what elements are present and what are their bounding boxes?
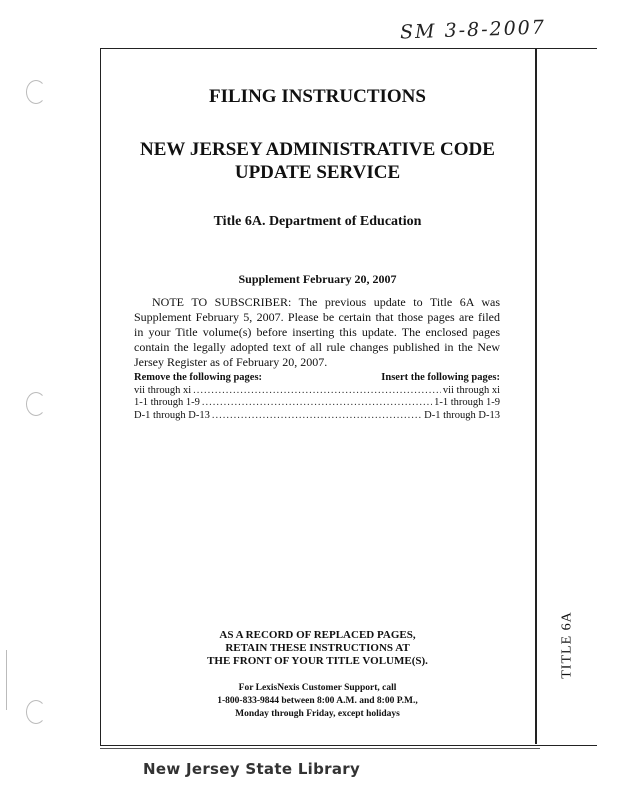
tab-label: TITLE 6A (559, 611, 575, 679)
library-stamp: New Jersey State Library (143, 760, 361, 778)
handwritten-note: SM 3-8-2007 (399, 16, 547, 44)
note-line: Supplement February 5, 2007. Please be certain that those pages are filed (134, 310, 500, 324)
support-line: 1-800-833-9844 between 8:00 A.M. and 8:00 P.M., (217, 696, 418, 706)
insert-pages: vii through xi (442, 384, 500, 396)
customer-support-info (100, 682, 535, 721)
page-title: FILING INSTRUCTIONS (209, 86, 426, 107)
remove-pages: vii through xi (134, 384, 192, 396)
support-line: For LexisNexis Customer Support, call (238, 683, 397, 693)
retain-line: THE FRONT OF YOUR TITLE VOLUME(S). (207, 655, 428, 667)
edge-mark (6, 650, 7, 710)
table-row (134, 410, 500, 423)
note-line: NOTE TO SUBSCRIBER: The previous update to Title 6A was (152, 295, 500, 309)
title-tab (545, 600, 590, 690)
page-subtitle (100, 138, 535, 184)
leader-dots (193, 385, 441, 398)
supplement-date: Supplement February 20, 2007 (238, 272, 397, 286)
retain-line: AS A RECORD OF REPLACED PAGES, (219, 629, 416, 641)
subtitle-line: NEW JERSEY ADMINISTRATIVE CODE (140, 139, 495, 160)
remove-heading: Remove the following pages: (134, 372, 263, 383)
page-replacement-table (134, 372, 500, 422)
leader-dots (212, 410, 422, 423)
punch-hole-mark (26, 80, 46, 104)
retain-notice (100, 629, 535, 668)
tab-divider (535, 48, 537, 744)
subtitle-line: UPDATE SERVICE (234, 162, 401, 183)
table-row (134, 397, 500, 410)
subscriber-note (134, 295, 500, 370)
remove-pages: D-1 through D-13 (134, 409, 210, 421)
support-line: Monday through Friday, except holidays (235, 709, 400, 719)
note-line: contain the legally adopted text of all rule changes published in the New (134, 340, 500, 354)
remove-pages: 1-1 through 1-9 (134, 397, 200, 408)
insert-heading: Insert the following pages: (381, 372, 500, 383)
leader-dots (202, 397, 432, 410)
retain-line: RETAIN THESE INSTRUCTIONS AT (225, 642, 410, 654)
insert-pages: D-1 through D-13 (424, 409, 500, 421)
note-line: Jersey Register as of February 20, 2007. (134, 355, 328, 369)
punch-hole-mark (26, 700, 46, 724)
table-header (134, 372, 500, 385)
bottom-rule (100, 748, 540, 749)
punch-hole-mark (26, 392, 46, 416)
insert-pages: 1-1 through 1-9 (434, 397, 500, 408)
note-line: in your Title volume(s) before inserting this update. The enclosed pages (134, 325, 500, 339)
table-row (134, 385, 500, 398)
department-heading: Title 6A. Department of Education (213, 214, 422, 229)
